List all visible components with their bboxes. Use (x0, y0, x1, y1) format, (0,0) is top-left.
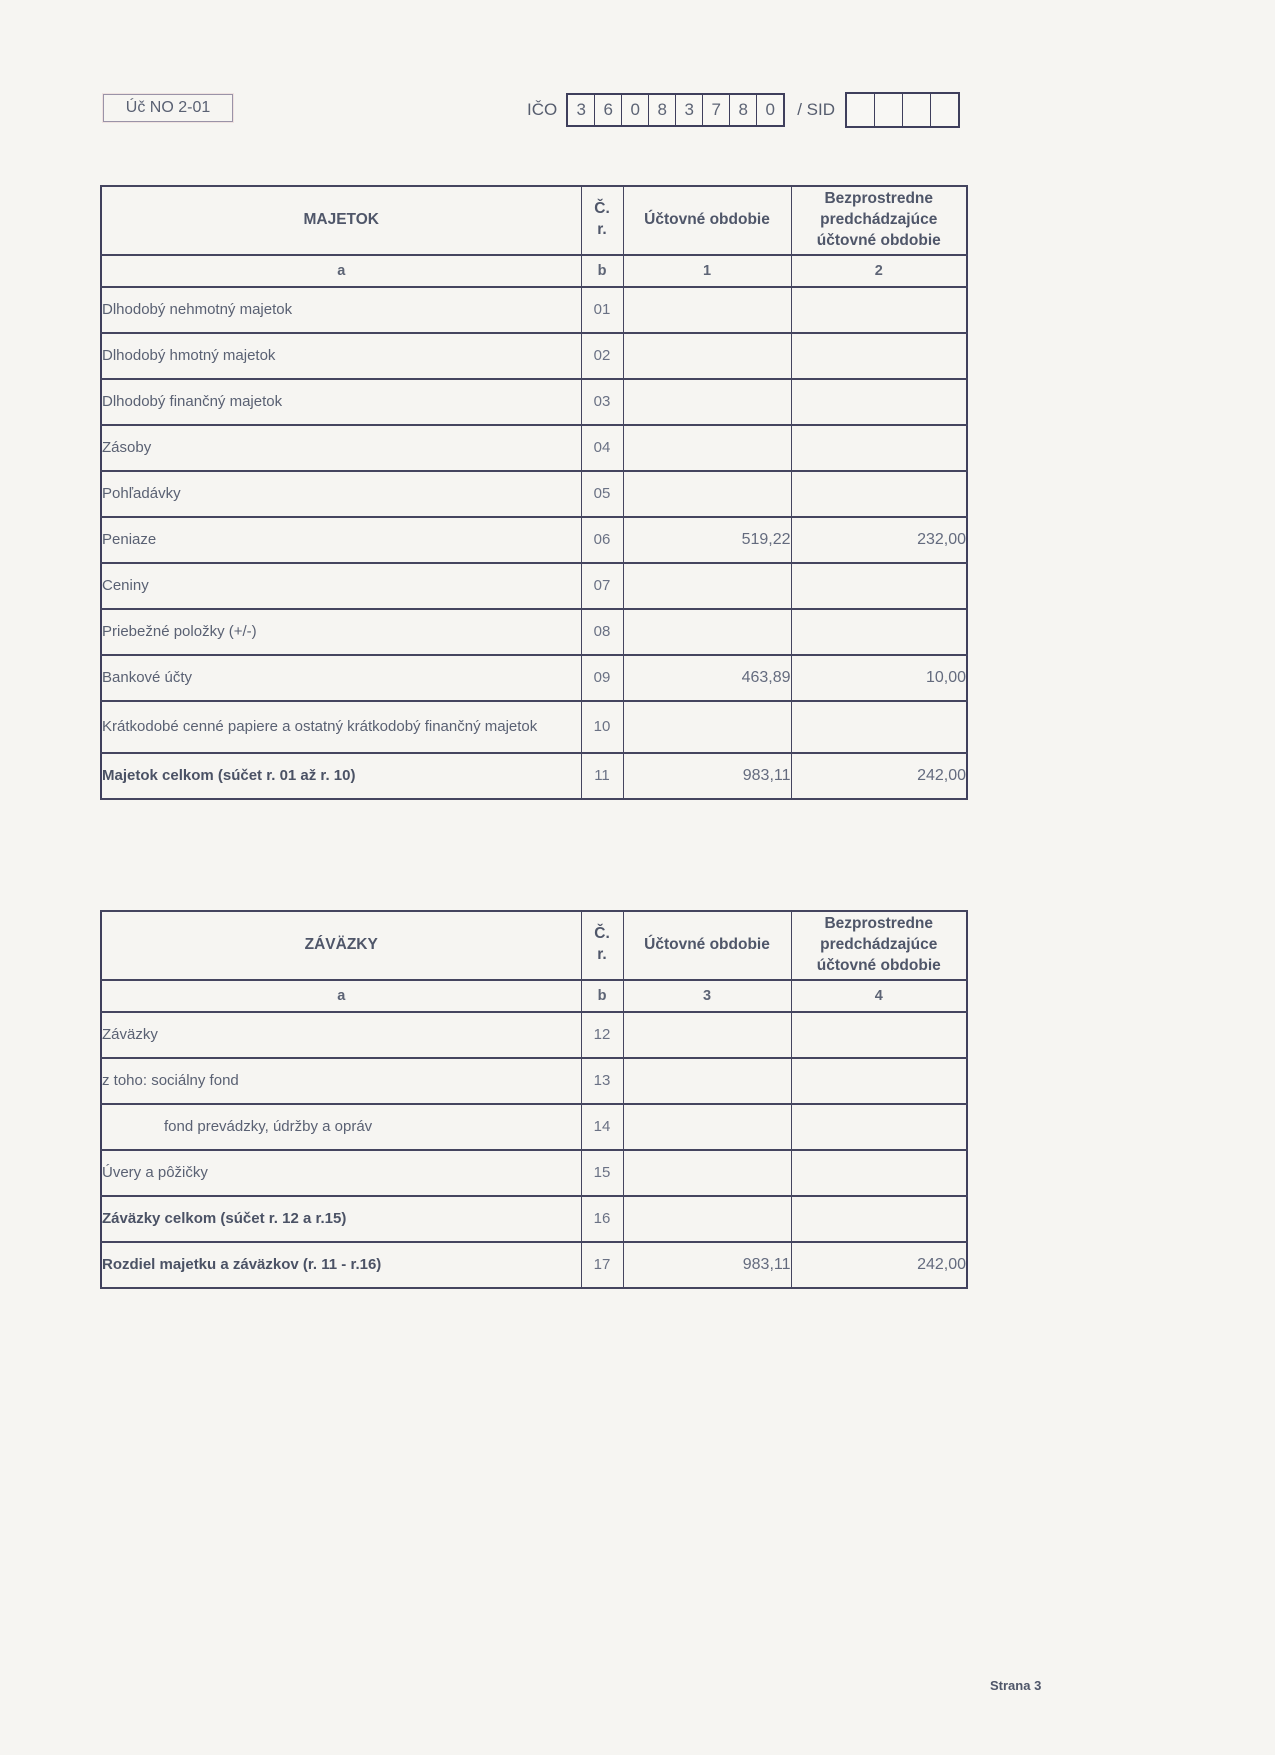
table-row (101, 1242, 967, 1288)
row-number: 12 (581, 1012, 623, 1058)
ico-digit-cell: 0 (621, 95, 648, 125)
row-value-previous (791, 1150, 967, 1196)
row-value-current (623, 425, 791, 471)
row-label: Dlhodobý finančný majetok (101, 379, 581, 425)
row-value-current (623, 563, 791, 609)
majetok-col-current-header: Účtovné obdobie (623, 186, 791, 255)
table-row (101, 1104, 967, 1150)
ico-group (527, 92, 960, 128)
row-label: Bankové účty (101, 655, 581, 701)
subheader-b: b (581, 255, 623, 287)
row-number: 16 (581, 1196, 623, 1242)
row-label: Pohľadávky (101, 471, 581, 517)
sid-digit-cell (930, 94, 958, 126)
row-number: 04 (581, 425, 623, 471)
ico-digit-cell: 8 (729, 95, 756, 125)
row-label: Úvery a pôžičky (101, 1150, 581, 1196)
row-label: Majetok celkom (súčet r. 01 až r. 10) (101, 753, 581, 799)
row-number: 02 (581, 333, 623, 379)
table-row (101, 425, 967, 471)
row-number: 05 (581, 471, 623, 517)
row-value-previous (791, 609, 967, 655)
row-number: 13 (581, 1058, 623, 1104)
row-label: Dlhodobý nehmotný majetok (101, 287, 581, 333)
subheader-b: b (581, 980, 623, 1012)
table-row (101, 701, 967, 753)
row-label: Záväzky celkom (súčet r. 12 a r.15) (101, 1196, 581, 1242)
sid-box (845, 92, 960, 128)
majetok-header-row (101, 186, 967, 255)
table-row (101, 1012, 967, 1058)
table-row (101, 655, 967, 701)
majetok-subheader-row (101, 255, 967, 287)
ico-label: IČO (527, 100, 558, 119)
row-value-previous (791, 333, 967, 379)
row-label: Peniaze (101, 517, 581, 563)
row-label: Rozdiel majetku a záväzkov (r. 11 - r.16) (101, 1242, 581, 1288)
row-number: 01 (581, 287, 623, 333)
row-number: 06 (581, 517, 623, 563)
zavazky-subheader-row (101, 980, 967, 1012)
row-value-current: 983,11 (623, 1242, 791, 1288)
row-label: Priebežné položky (+/-) (101, 609, 581, 655)
row-label: Ceniny (101, 563, 581, 609)
table-row (101, 1150, 967, 1196)
table-row (101, 517, 967, 563)
table-row (101, 379, 967, 425)
majetok-title: MAJETOK (101, 186, 581, 255)
row-value-previous: 242,00 (791, 753, 967, 799)
sid-digit-cell (902, 94, 930, 126)
subheader-a: a (101, 980, 581, 1012)
row-value-previous (791, 471, 967, 517)
ico-digit-cell: 3 (576, 100, 586, 119)
ico-digit-cell: 0 (756, 95, 783, 125)
majetok-col-previous-header: Bezprostredne predchádzajúce účtovné obdobie (791, 186, 967, 255)
row-number: 08 (581, 609, 623, 655)
sid-label: / SID (797, 100, 836, 119)
row-label: Záväzky (101, 1012, 581, 1058)
row-value-current (623, 609, 791, 655)
row-value-current (623, 1058, 791, 1104)
form-code-box (103, 94, 233, 122)
zavazky-col-current-header: Účtovné obdobie (623, 911, 791, 980)
zavazky-title: ZÁVÄZKY (101, 911, 581, 980)
zavazky-table (100, 910, 968, 1289)
sid-digit-cell (874, 94, 902, 126)
row-value-previous: 242,00 (791, 1242, 967, 1288)
ico-digit-boxes (566, 93, 785, 127)
majetok-table (100, 185, 968, 800)
row-value-current (623, 287, 791, 333)
table-row (101, 1196, 967, 1242)
row-value-current (623, 379, 791, 425)
sid-digit-cell (847, 94, 874, 126)
row-value-previous (791, 563, 967, 609)
row-value-current: 463,89 (623, 655, 791, 701)
row-value-previous (791, 379, 967, 425)
row-number: 14 (581, 1104, 623, 1150)
row-number: 09 (581, 655, 623, 701)
row-value-current: 983,11 (623, 753, 791, 799)
row-number: 17 (581, 1242, 623, 1288)
row-label: Dlhodobý hmotný majetok (101, 333, 581, 379)
row-value-previous (791, 1012, 967, 1058)
subheader-2: 2 (791, 255, 967, 287)
row-value-previous (791, 1058, 967, 1104)
row-label: Krátkodobé cenné papiere a ostatný krátkodobý finančný majetok (101, 701, 581, 753)
row-value-current (623, 333, 791, 379)
row-value-previous (791, 1104, 967, 1150)
table-row (101, 1058, 967, 1104)
zavazky-header-row (101, 911, 967, 980)
subheader-3: 3 (623, 980, 791, 1012)
row-value-current (623, 471, 791, 517)
table-row (101, 753, 967, 799)
row-number: 10 (581, 701, 623, 753)
ico-digit-cell: 7 (702, 95, 729, 125)
ico-digit-cell: 8 (648, 95, 675, 125)
page-number: Strana 3 (990, 1678, 1042, 1693)
row-value-previous: 10,00 (791, 655, 967, 701)
row-value-current (623, 701, 791, 753)
row-value-previous (791, 1196, 967, 1242)
majetok-col-cr-header: Č. r. (581, 186, 623, 255)
row-label: fond prevádzky, údržby a opráv (101, 1104, 581, 1150)
row-value-previous (791, 701, 967, 753)
ico-digit-cell: 3 (675, 95, 702, 125)
table-row (101, 563, 967, 609)
subheader-a: a (101, 255, 581, 287)
ico-digit-cell: 6 (594, 95, 621, 125)
row-number: 03 (581, 379, 623, 425)
zavazky-col-cr-header: Č. r. (581, 911, 623, 980)
table-row (101, 471, 967, 517)
row-value-current (623, 1150, 791, 1196)
row-number: 07 (581, 563, 623, 609)
row-value-current: 519,22 (623, 517, 791, 563)
form-code-label: Úč NO 2-01 (125, 99, 211, 116)
table-row (101, 287, 967, 333)
table-row (101, 333, 967, 379)
subheader-4: 4 (791, 980, 967, 1012)
row-value-previous (791, 425, 967, 471)
row-value-previous: 232,00 (791, 517, 967, 563)
row-value-current (623, 1196, 791, 1242)
row-value-previous (791, 287, 967, 333)
row-label: z toho: sociálny fond (101, 1058, 581, 1104)
table-row (101, 609, 967, 655)
row-number: 15 (581, 1150, 623, 1196)
row-number: 11 (581, 753, 623, 799)
row-value-current (623, 1012, 791, 1058)
row-label: Zásoby (101, 425, 581, 471)
subheader-1: 1 (623, 255, 791, 287)
zavazky-col-previous-header: Bezprostredne predchádzajúce účtovné obdobie (791, 911, 967, 980)
row-value-current (623, 1104, 791, 1150)
